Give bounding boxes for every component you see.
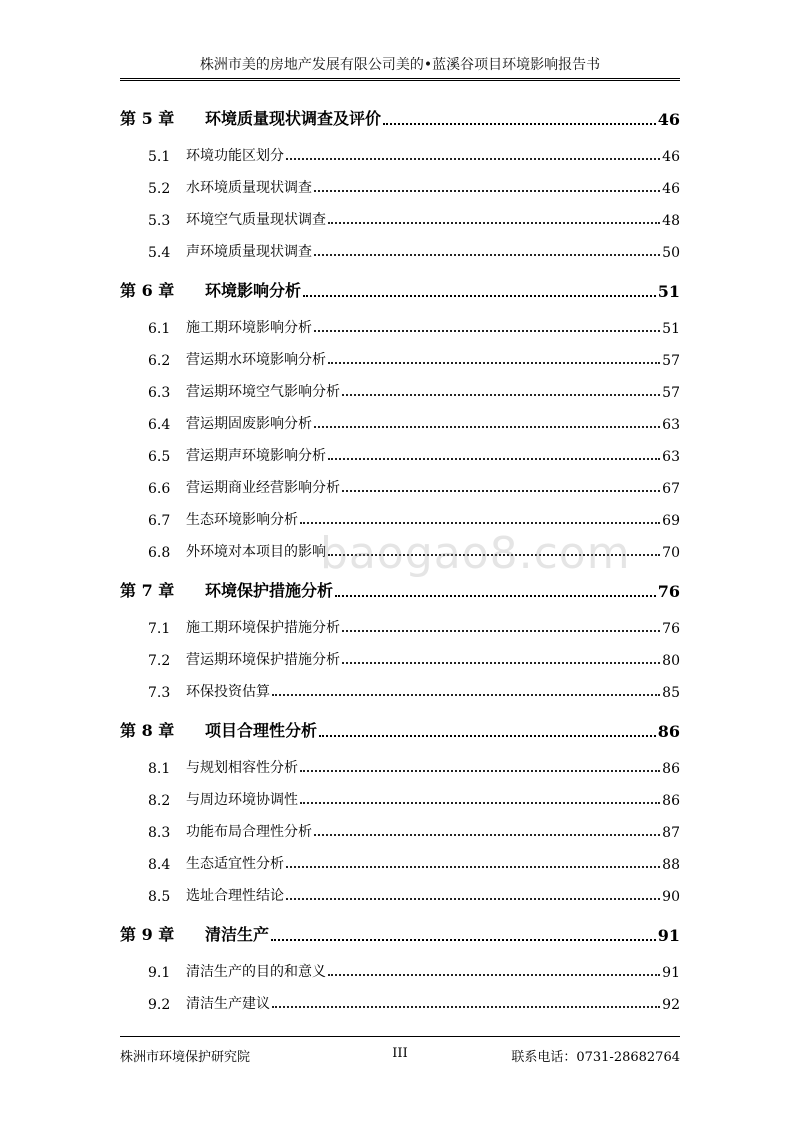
toc-section-row[interactable] xyxy=(0,885,800,907)
toc-page-number: 87 xyxy=(662,825,680,841)
toc-leader-dots xyxy=(314,330,660,332)
toc-leader-dots xyxy=(314,254,660,256)
toc-number: 6.6 xyxy=(148,481,171,497)
toc-leader-dots xyxy=(314,426,660,428)
toc-title: 营运期商业经营影响分析 xyxy=(186,480,340,496)
toc-page-number: 50 xyxy=(662,245,680,261)
toc-leader-dots xyxy=(342,662,660,664)
toc-leader-dots xyxy=(303,295,656,297)
toc-leader-dots xyxy=(300,522,660,524)
footer-organization: 株洲市环境保护研究院 xyxy=(120,1050,251,1065)
toc-section-row[interactable] xyxy=(0,241,800,263)
toc-page-number: 46 xyxy=(662,181,680,197)
toc-chapter-row[interactable] xyxy=(0,105,800,131)
toc-leader-dots xyxy=(314,190,660,192)
toc-title: 环境功能区划分 xyxy=(186,148,284,164)
toc-leader-dots xyxy=(300,770,660,772)
toc-number: 6.5 xyxy=(148,449,171,465)
toc-leader-dots xyxy=(383,123,656,125)
toc-number: 7.3 xyxy=(148,685,171,701)
toc-title: 生态环境影响分析 xyxy=(186,512,298,528)
toc-number: 7.1 xyxy=(148,621,171,637)
toc-leader-dots xyxy=(319,735,656,737)
toc-number: 5.4 xyxy=(148,245,171,261)
toc-number: 第 9 章 xyxy=(120,925,175,944)
toc-leader-dots xyxy=(286,866,660,868)
page-footer xyxy=(120,1046,680,1066)
toc-section-row[interactable] xyxy=(0,445,800,467)
toc-page-number: 67 xyxy=(662,481,680,497)
toc-number: 8.3 xyxy=(148,825,171,841)
toc-number: 5.1 xyxy=(148,149,171,165)
toc-number: 8.4 xyxy=(148,857,171,873)
toc-leader-dots xyxy=(328,222,660,224)
toc-leader-dots xyxy=(342,490,660,492)
toc-page-number: 90 xyxy=(662,889,680,905)
toc-page-number: 88 xyxy=(662,857,680,873)
toc-title: 环境空气质量现状调查 xyxy=(186,212,326,228)
toc-page-number: 85 xyxy=(662,685,680,701)
toc-section-row[interactable] xyxy=(0,509,800,531)
toc-page-number: 70 xyxy=(662,545,680,561)
toc-page-number: 86 xyxy=(657,722,680,741)
toc-section-row[interactable] xyxy=(0,993,800,1015)
toc-page-number: 51 xyxy=(662,321,680,337)
toc-title: 与规划相容性分析 xyxy=(186,760,298,776)
toc-leader-dots xyxy=(272,694,660,696)
toc-number: 8.5 xyxy=(148,889,171,905)
toc-section-row[interactable] xyxy=(0,757,800,779)
toc-section-row[interactable] xyxy=(0,853,800,875)
toc-page-number: 91 xyxy=(657,926,680,945)
toc-section-row[interactable] xyxy=(0,789,800,811)
toc-page-number: 69 xyxy=(662,513,680,529)
toc-page-number: 80 xyxy=(662,653,680,669)
toc-leader-dots xyxy=(286,898,660,900)
toc-leader-dots xyxy=(272,1006,660,1008)
toc-leader-dots xyxy=(286,158,660,160)
toc-title: 清洁生产建议 xyxy=(186,996,270,1012)
toc-title: 清洁生产的目的和意义 xyxy=(186,964,326,980)
toc-section-row[interactable] xyxy=(0,821,800,843)
toc-title: 施工期环境保护措施分析 xyxy=(186,620,340,636)
toc-section-row[interactable] xyxy=(0,477,800,499)
toc-title: 营运期固废影响分析 xyxy=(186,416,312,432)
toc-page-number: 63 xyxy=(662,449,680,465)
toc-section-row[interactable] xyxy=(0,681,800,703)
toc-number: 6.7 xyxy=(148,513,171,529)
toc-number: 6.2 xyxy=(148,353,171,369)
toc-number: 9.2 xyxy=(148,997,171,1013)
toc-leader-dots xyxy=(271,939,656,941)
toc-leader-dots xyxy=(328,458,660,460)
toc-page-number: 76 xyxy=(657,582,680,601)
toc-page-number: 86 xyxy=(662,761,680,777)
toc-title: 生态适宜性分析 xyxy=(186,856,284,872)
toc-title: 外环境对本项目的影响 xyxy=(186,544,326,560)
toc-number: 第 5 章 xyxy=(120,109,175,128)
toc-section-row[interactable] xyxy=(0,177,800,199)
toc-section-row[interactable] xyxy=(0,617,800,639)
toc-number: 6.3 xyxy=(148,385,171,401)
toc-page-number: 46 xyxy=(662,149,680,165)
toc-page-number: 86 xyxy=(662,793,680,809)
toc-title: 清洁生产 xyxy=(205,925,270,944)
toc-chapter-row[interactable] xyxy=(0,577,800,603)
toc-title: 项目合理性分析 xyxy=(205,721,318,740)
toc-chapter-row[interactable] xyxy=(0,921,800,947)
toc-page-number: 76 xyxy=(662,621,680,637)
toc-number: 第 7 章 xyxy=(120,581,175,600)
toc-number: 第 6 章 xyxy=(120,281,175,300)
toc-chapter-row[interactable] xyxy=(0,277,800,303)
toc-title: 施工期环境影响分析 xyxy=(186,320,312,336)
toc-title: 与周边环境协调性 xyxy=(186,792,298,808)
toc-page-number: 46 xyxy=(657,110,680,129)
toc-leader-dots xyxy=(342,394,660,396)
toc-section-row[interactable] xyxy=(0,349,800,371)
toc-page-number: 57 xyxy=(662,353,680,369)
toc-page-number: 48 xyxy=(662,213,680,229)
toc-title: 功能布局合理性分析 xyxy=(186,824,312,840)
toc-number: 5.3 xyxy=(148,213,171,229)
toc-page-number: 63 xyxy=(662,417,680,433)
footer-phone: 联系电话：0731-28682764 xyxy=(511,1050,680,1065)
toc-number: 6.4 xyxy=(148,417,171,433)
toc-title: 声环境质量现状调查 xyxy=(186,244,312,260)
toc-section-row[interactable] xyxy=(0,961,800,983)
toc-page-number: 91 xyxy=(662,965,680,981)
toc-title: 环境影响分析 xyxy=(205,281,302,300)
toc-number: 第 8 章 xyxy=(120,721,175,740)
toc-number: 6.1 xyxy=(148,321,171,337)
toc-chapter-row[interactable] xyxy=(0,717,800,743)
footer-page-number: III xyxy=(392,1046,408,1061)
toc-leader-dots xyxy=(314,834,660,836)
toc-section-row[interactable] xyxy=(0,541,800,563)
toc-section-row[interactable] xyxy=(0,317,800,339)
toc-leader-dots xyxy=(335,595,656,597)
toc-leader-dots xyxy=(342,630,660,632)
toc-leader-dots xyxy=(300,802,660,804)
toc-leader-dots xyxy=(328,974,660,976)
page-header: 株洲市美的房地产发展有限公司美的•蓝溪谷项目环境影响报告书 xyxy=(199,57,601,73)
toc-page-number: 57 xyxy=(662,385,680,401)
toc-number: 5.2 xyxy=(148,181,171,197)
toc-page-number: 51 xyxy=(657,282,680,301)
toc-number: 7.2 xyxy=(148,653,171,669)
toc-title: 营运期水环境影响分析 xyxy=(186,352,326,368)
toc-section-row[interactable] xyxy=(0,649,800,671)
toc-section-row[interactable] xyxy=(0,413,800,435)
toc-number: 8.1 xyxy=(148,761,171,777)
footer-rule xyxy=(120,1036,680,1037)
toc-title: 环保投资估算 xyxy=(186,684,270,700)
toc-leader-dots xyxy=(328,554,660,556)
toc-number: 9.1 xyxy=(148,965,171,981)
toc-title: 环境保护措施分析 xyxy=(205,581,334,600)
toc-title: 环境质量现状调查及评价 xyxy=(205,109,382,128)
toc-title: 水环境质量现状调查 xyxy=(186,180,312,196)
toc-title: 选址合理性结论 xyxy=(186,888,284,904)
toc-page-number: 92 xyxy=(662,997,680,1013)
toc-number: 6.8 xyxy=(148,545,171,561)
toc-number: 8.2 xyxy=(148,793,171,809)
toc-title: 营运期环境保护措施分析 xyxy=(186,652,340,668)
toc-section-row[interactable] xyxy=(0,381,800,403)
toc-title: 营运期环境空气影响分析 xyxy=(186,384,340,400)
watermark: baogao8.com xyxy=(320,528,631,579)
toc-title: 营运期声环境影响分析 xyxy=(186,448,326,464)
toc-leader-dots xyxy=(328,362,660,364)
toc-section-row[interactable] xyxy=(0,209,800,231)
toc-section-row[interactable] xyxy=(0,145,800,167)
